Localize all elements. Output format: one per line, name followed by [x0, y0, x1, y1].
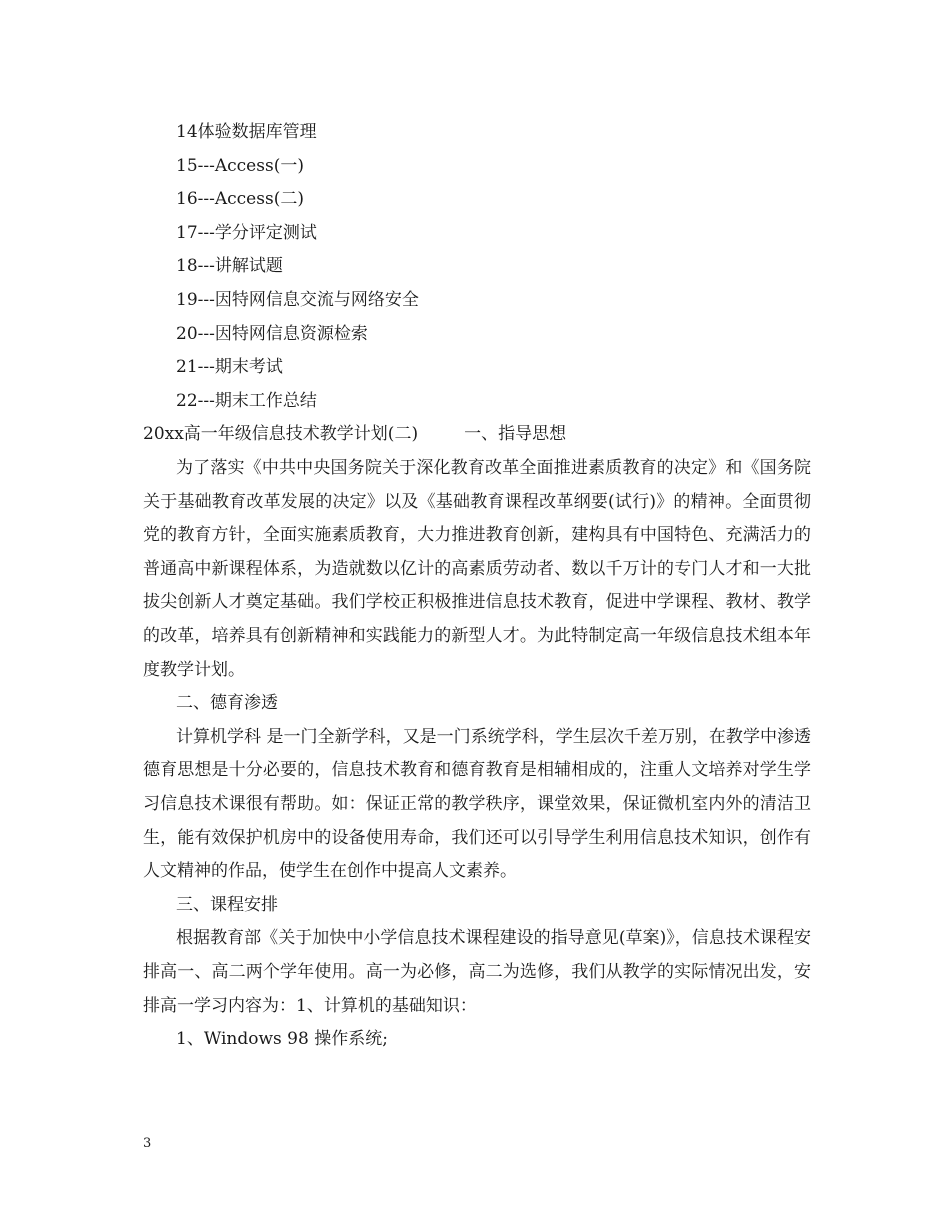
page-number: 3: [143, 1136, 152, 1151]
section1-heading: 一、指导思想: [464, 424, 567, 444]
schedule-item: 14体验数据库管理: [176, 122, 317, 142]
section3-list-item: 1、Windows 98 操作系统;: [176, 1029, 388, 1050]
plan-title: 20xx高一年级信息技术教学计划(二): [143, 424, 419, 444]
schedule-item: 20---因特网信息资源检索: [176, 323, 368, 344]
section1-paragraph: 为了落实《中共中央国务院关于深化教育改革全面推进素质教育的决定》和《国务院关于基础教育改革发展的决定》以及《基础教育课程改革纲要(试行)》的精神。全面贯彻党的教育方针，全面实施素质教育，大力推进教育创新，建构具有中国特色、充满活力的普通高中新课程体系，为造就数以亿计的高素质劳动者、数以千万计的专门人才和一大批拔尖创新人才奠定基础。我们学校正积极推进信息技术教育，促进中学课程、教材、教学的改革，培养具有创新精神和实践能力的新型人才。为此特制定高一年级信息技术组本年度教学计划。: [143, 458, 811, 680]
main-body: [143, 452, 811, 1057]
schedule-item: 18---讲解试题: [176, 256, 283, 277]
section2-heading: 二、德育渗透: [176, 693, 278, 714]
section2-paragraph: 计算机学科 是一门全新学科，又是一门系统学科，学生层次千差万别，在教学中渗透德育思想是十分必要的，信息技术教育和德育教育是相辅相成的，注重人文培养对学生学习信息技术课很有帮助。如：保证正常的教学秩序，课堂效果，保证微机室内外的清洁卫生，能有效保护机房中的设备使用寿命，我们还可以引导学生利用信息技术知识，创作有人文精神的作品，使学生在创作中提高人文素养。: [143, 726, 811, 882]
schedule-item: 21---期末考试: [176, 357, 283, 378]
schedule-item: 16---Access(二): [176, 189, 304, 210]
schedule-item: 15---Access(一): [176, 155, 304, 176]
schedule-list: [176, 116, 816, 418]
section3-paragraph: 根据教育部《关于加快中小学信息技术课程建设的指导意见(草案)》，信息技术课程安排高一、高二两个学年使用。高一为必修，高二为选修，我们从教学的实际情况出发，安排高一学习内容为：1、计算机的基础知识：: [143, 928, 811, 1016]
section3-heading: 三、课程安排: [176, 894, 278, 915]
schedule-item: 22---期末工作总结: [176, 390, 317, 411]
schedule-item: 17---学分评定测试: [176, 222, 317, 243]
plan-title-line: [143, 418, 566, 452]
schedule-item: 19---因特网信息交流与网络安全: [176, 289, 419, 310]
